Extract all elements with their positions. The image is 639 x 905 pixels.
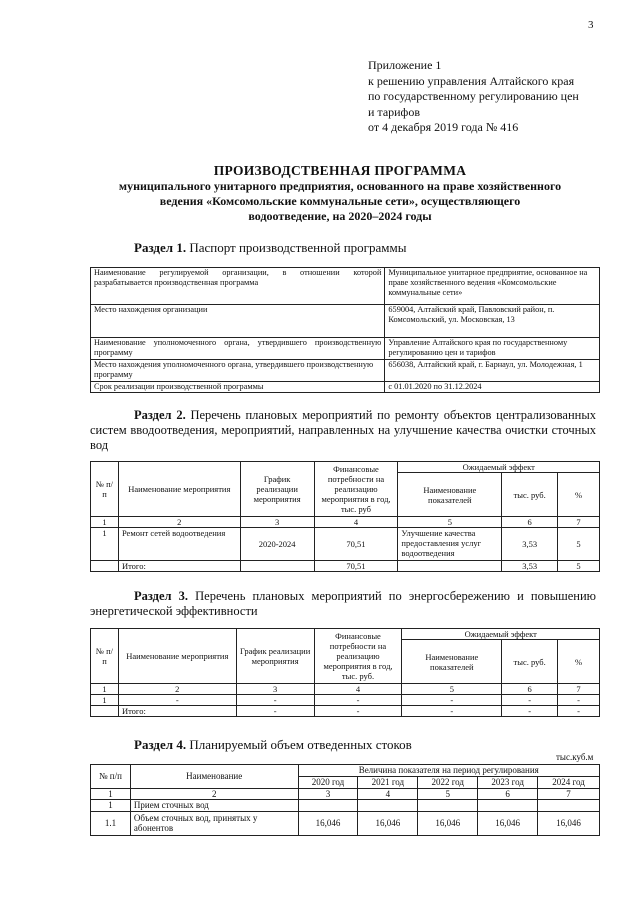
empty-cell [91,561,119,572]
col-header-finance: Финансовые потребности на реализацию мероприятия в год, тыс. руб [314,462,398,517]
title-line: водоотведение, на 2020–2024 годы [248,209,432,223]
table-row [91,695,600,706]
col-header-period: Величина показателя на период регулирования [298,765,599,777]
table-header-row [91,462,600,473]
appendix-line: к решению управления Алтайского края [368,73,575,88]
col-number: 5 [418,788,478,800]
section-text: Планируемый объем отведенных стоков [189,737,412,752]
cell-schedule: 2020-2024 [240,528,314,561]
section1-heading [134,240,406,256]
cell-value: 16,046 [358,811,418,835]
cell-value [478,800,538,812]
table-row [91,800,600,812]
appendix-block [368,58,618,136]
passport-value: Муниципальное унитарное предприятие, основанное на праве хозяйственного ведения «Комсомольские коммунальные сети» [385,268,600,305]
cell-rub: 3,53 [502,528,558,561]
col-header-year: 2021 год [358,777,418,789]
col-header-pct: % [558,640,600,684]
passport-value: 659004, Алтайский край, Павловский район, п. Комсомольский, ул. Московская, 13 [385,305,600,338]
cell-finance: - [314,695,402,706]
col-number: 3 [236,684,314,695]
table-header-row [91,765,600,777]
cell-num: 1 [91,528,119,561]
table-header-row [91,629,600,640]
col-number: 6 [502,517,558,528]
col-header-year: 2023 год [478,777,538,789]
total-finance: 70,51 [314,561,398,572]
title-line: муниципального унитарного предприятия, основанного на праве хозяйственного [118,179,562,193]
total-rub: 3,53 [502,561,558,572]
col-header-finance: Финансовые потребности на реализацию мероприятия в год, тыс. руб. [314,629,402,684]
col-header-schedule: График реализации мероприятия [240,462,314,517]
col-number: 3 [240,517,314,528]
total-pct: - [558,706,600,717]
col-header-rub: тыс. руб. [502,473,558,517]
cell-num: 1 [91,800,131,812]
col-header-name: Наименование [130,765,298,789]
col-number: 7 [558,517,600,528]
cell-value: 16,046 [418,811,478,835]
col-number: 2 [118,684,236,695]
passport-key: Срок реализации производственной программы [91,382,385,393]
col-number: 6 [478,788,538,800]
passport-key: Место нахождения уполномоченного органа, утвердившего производственную программу [91,360,385,382]
title-line: ведения «Комсомольские коммунальные сети», осуществляющего [159,194,521,208]
cell-name: - [118,695,236,706]
cell-value: 16,046 [298,811,358,835]
col-number: 5 [398,517,502,528]
col-number: 4 [358,788,418,800]
passport-value: 656038, Алтайский край, г. Барнаул, ул. Молодежная, 1 [385,360,600,382]
section-label: Раздел 3. [134,589,189,603]
col-number: 7 [538,788,600,800]
total-label: Итого: [118,706,236,717]
col-header-year: 2022 год [418,777,478,789]
total-rub: - [502,706,558,717]
table-row [91,811,600,835]
col-number: 3 [298,788,358,800]
table-row [91,338,600,360]
energy-measures-table [90,628,600,717]
cell-value [358,800,418,812]
cell-value: 16,046 [538,811,600,835]
cell-pct: - [558,695,600,706]
cell-indicator: - [402,695,502,706]
col-header-name: Наименование мероприятия [118,629,236,684]
col-header-num: № п/п [91,462,119,517]
col-header-indicator: Наименование показателей [402,640,502,684]
column-numbers-row [91,684,600,695]
cell-value [418,800,478,812]
col-number: 7 [558,684,600,695]
total-pct: 5 [558,561,600,572]
section4-heading [134,737,412,753]
total-label: Итого: [118,561,240,572]
appendix-line: от 4 декабря 2019 года № 416 [368,120,519,134]
cell-name: Прием сточных вод [130,800,298,812]
cell-finance: 70,51 [314,528,398,561]
col-header-indicator: Наименование показателей [398,473,502,517]
cell-num: 1.1 [91,811,131,835]
appendix-line: и тарифов [368,104,421,119]
passport-table [90,267,600,393]
col-header-num: № п/п [91,629,119,684]
cell-name: Объем сточных вод, принятых у абонентов [130,811,298,835]
cell-indicator: Улучшение качества предоставления услуг водоотведения [398,528,502,561]
col-number: 5 [402,684,502,695]
passport-value: Управление Алтайского края по государственному регулированию цен и тарифов [385,338,600,360]
table-row [91,382,600,393]
column-numbers-row [91,788,600,800]
section-label: Раздел 2. [134,408,186,422]
appendix-line: по государственному регулированию цен [368,89,579,103]
empty-cell [91,706,119,717]
section3-heading [90,589,596,619]
section2-heading [90,408,596,453]
cell-pct: 5 [558,528,600,561]
section-text: Перечень плановых мероприятий по ремонту объектов централизованных систем вводоотведения, мероприятий, направленных на улучшение качества очистки сточных вод [90,408,596,452]
repair-measures-table [90,461,600,572]
col-header-num: № п/п [91,765,131,789]
cell-name: Ремонт сетей водоотведения [118,528,240,561]
section-text: Паспорт производственной программы [189,240,407,255]
title-main: ПРОИЗВОДСТВЕННАЯ ПРОГРАММА [213,163,467,178]
col-header-rub: тыс. руб. [502,640,558,684]
cell-num: 1 [91,695,119,706]
total-indicator: - [402,706,502,717]
col-number: 4 [314,517,398,528]
total-schedule: - [236,706,314,717]
col-number: 1 [91,788,131,800]
col-header-year: 2024 год [538,777,600,789]
col-number: 2 [130,788,298,800]
col-header-name: Наименование мероприятия [118,462,240,517]
col-header-pct: % [558,473,600,517]
cell-schedule: - [236,695,314,706]
table-row [91,268,600,305]
table-row [91,305,600,338]
column-numbers-row [91,517,600,528]
total-row [91,561,600,572]
cell-value: 16,046 [478,811,538,835]
section-label: Раздел 4. [134,737,187,752]
page-number: 3 [588,19,594,31]
col-number: 6 [502,684,558,695]
passport-value: с 01.01.2020 по 31.12.2024 [385,382,600,393]
col-number: 2 [118,517,240,528]
col-number: 1 [91,684,119,695]
table-row [91,528,600,561]
col-header-effect: Ожидаемый эффект [402,629,600,640]
section-text: Перечень плановых мероприятий по энергосбережению и повышению энергетической эффективности [90,589,597,618]
cell-rub: - [502,695,558,706]
col-header-year: 2020 год [298,777,358,789]
empty-cell [240,561,314,572]
total-finance: - [314,706,402,717]
passport-key: Наименование уполномоченного органа, утвердившего производственную программу [91,338,385,360]
cell-value [298,800,358,812]
col-number: 1 [91,517,119,528]
col-number: 4 [314,684,402,695]
total-row [91,706,600,717]
wastewater-volume-table [90,764,600,836]
table-row [91,360,600,382]
section-label: Раздел 1. [134,240,187,255]
passport-key: Место нахождения организации [91,305,385,338]
col-header-schedule: График реализации мероприятия [236,629,314,684]
col-header-effect: Ожидаемый эффект [398,462,600,473]
document-title [60,163,620,224]
passport-key: Наименование регулируемой организации, в отношении которой разрабатывается производственная программа [91,268,385,305]
empty-cell [398,561,502,572]
cell-value [538,800,600,812]
unit-label: тыс.куб.м [556,752,594,762]
appendix-line: Приложение 1 [368,58,442,72]
